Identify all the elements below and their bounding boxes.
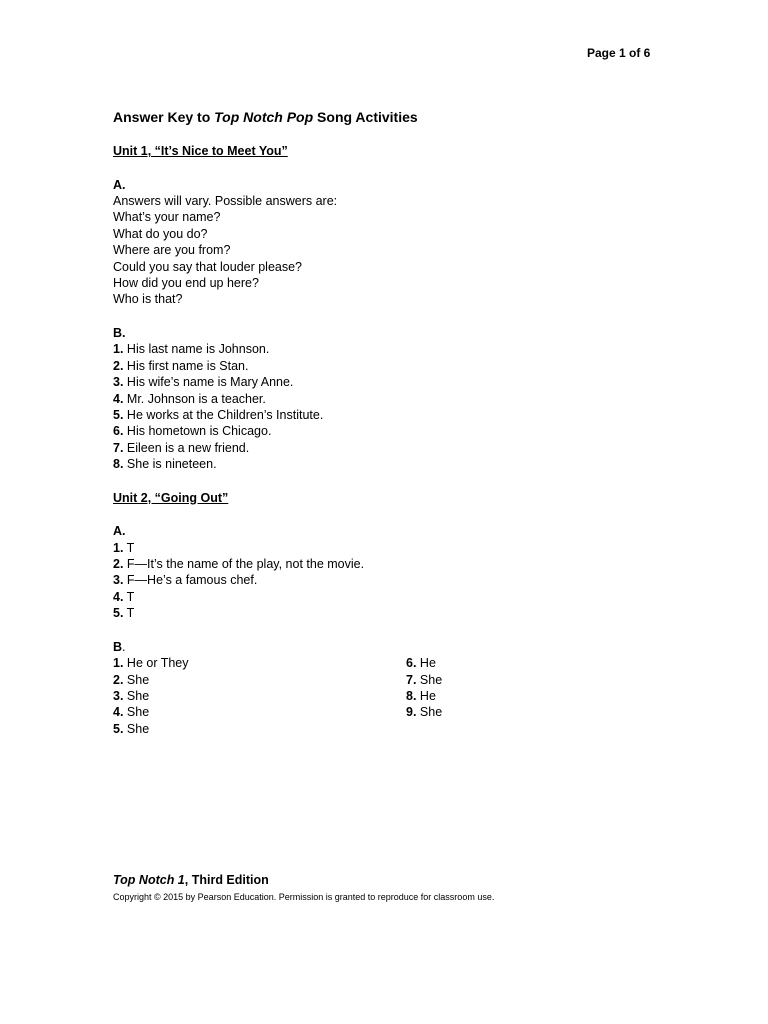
unit-1-section-a	[113, 177, 673, 308]
answer-item	[113, 374, 673, 390]
unit-1-section-a-label: A.	[113, 177, 126, 192]
answer-number: 1.	[113, 342, 124, 357]
answer-item	[113, 423, 673, 439]
answer-item	[406, 704, 606, 720]
answer-number: 3.	[113, 573, 124, 588]
answer-item	[406, 672, 606, 688]
page-footer	[113, 872, 673, 904]
title-suffix: Song Activities	[313, 109, 418, 125]
answer-text: His last name is Johnson.	[123, 342, 270, 357]
answer-text: She is nineteen.	[123, 457, 217, 472]
answer-text: F—He’s a famous chef.	[123, 573, 258, 588]
title-prefix: Answer Key to	[113, 109, 215, 125]
unit-1-heading: Unit 1, “It’s Nice to Meet You”	[113, 144, 288, 158]
answer-number: 9.	[406, 705, 417, 720]
answer-number: 2.	[113, 672, 124, 687]
answer-item	[113, 721, 406, 737]
answer-number: 7.	[113, 440, 124, 455]
answer-item	[113, 540, 673, 556]
answer-text: She	[416, 672, 443, 687]
answer-number: 7.	[406, 672, 417, 687]
footer-edition: , Third Edition	[184, 873, 269, 887]
answer-text: She	[123, 672, 150, 687]
unit-1-a-line: Answers will vary. Possible answers are:	[113, 194, 338, 208]
document-title	[113, 108, 673, 126]
answer-item	[113, 589, 673, 605]
answer-text: His first name is Stan.	[123, 358, 249, 373]
answer-item	[113, 704, 406, 720]
answer-text: She	[416, 705, 443, 720]
answer-number: 6.	[113, 424, 124, 439]
answer-text: He works at the Children’s Institute.	[123, 407, 324, 422]
answer-item	[406, 688, 606, 704]
answer-text: She	[123, 688, 150, 703]
answer-number: 8.	[406, 688, 417, 703]
unit-2-section-a-label: A.	[113, 524, 126, 539]
unit-2-heading: Unit 2, “Going Out”	[113, 490, 229, 505]
unit-1-a-line: How did you end up here?	[113, 276, 259, 291]
answer-text: He or They	[123, 656, 189, 671]
answer-number: 3.	[113, 688, 124, 703]
answer-text: T	[123, 589, 135, 604]
answer-number: 4.	[113, 391, 124, 406]
answer-number: 4.	[113, 589, 124, 604]
answer-item	[113, 655, 406, 671]
unit-2-b-left-column	[113, 655, 406, 737]
footer-book-title	[113, 872, 673, 889]
answer-item	[113, 341, 673, 357]
answer-text: T	[123, 540, 135, 555]
unit-1-section-b-label: B.	[113, 325, 126, 340]
answer-text: F—It’s the name of the play, not the movie.	[123, 557, 365, 571]
answer-item	[113, 358, 673, 374]
unit-2-section-b-label	[113, 639, 673, 656]
title-book-name: Top Notch Pop	[214, 109, 314, 125]
unit-2-b-right-column	[406, 655, 606, 737]
answer-item	[113, 672, 406, 688]
unit-1-a-line: Who is that?	[113, 292, 183, 307]
answer-text: T	[123, 606, 135, 621]
answer-number: 4.	[113, 705, 124, 720]
answer-item	[113, 605, 673, 621]
unit-2-section-b	[113, 639, 673, 738]
unit-1-a-line: What’s your name?	[113, 210, 221, 225]
footer-copyright: Copyright © 2015 by Pearson Education. Permission is granted to reproduce for classroom use.	[113, 892, 495, 902]
answer-text: Eileen is a new friend.	[123, 440, 250, 455]
unit-1-a-line: What do you do?	[113, 226, 208, 241]
unit-1-section-b	[113, 325, 673, 473]
answer-key-content	[113, 108, 673, 737]
answer-number: 1.	[113, 540, 124, 555]
page-indicator: Page 1 of 6	[587, 46, 651, 60]
answer-text: His hometown is Chicago.	[123, 424, 272, 439]
answer-item	[113, 556, 673, 572]
footer-book-name: Top Notch 1	[113, 873, 185, 887]
unit-1-a-line: Could you say that louder please?	[113, 259, 303, 274]
answer-number: 3.	[113, 375, 124, 390]
answer-item	[113, 688, 406, 704]
answer-number: 5.	[113, 407, 124, 422]
unit-1-a-line: Where are you from?	[113, 243, 231, 258]
answer-number: 8.	[113, 457, 124, 472]
answer-number: 2.	[113, 557, 124, 571]
answer-item	[113, 440, 673, 456]
answer-text: He	[416, 656, 436, 671]
answer-number: 5.	[113, 721, 124, 736]
answer-text: He	[416, 688, 436, 703]
section-b-letter: B	[113, 639, 123, 654]
unit-2-b-columns	[113, 655, 673, 737]
answer-text: His wife’s name is Mary Anne.	[123, 375, 294, 390]
answer-item	[113, 407, 673, 423]
answer-number: 6.	[406, 656, 417, 671]
unit-2-section-a	[113, 523, 673, 622]
answer-text: She	[123, 721, 150, 736]
answer-text: She	[123, 705, 150, 720]
answer-number: 5.	[113, 606, 124, 621]
answer-number: 1.	[113, 656, 124, 671]
answer-number: 2.	[113, 358, 124, 373]
answer-item	[406, 655, 606, 671]
answer-text: Mr. Johnson is a teacher.	[123, 391, 266, 406]
answer-item	[113, 391, 673, 407]
answer-item	[113, 572, 673, 588]
section-b-dot: .	[122, 639, 126, 654]
answer-item	[113, 456, 673, 472]
